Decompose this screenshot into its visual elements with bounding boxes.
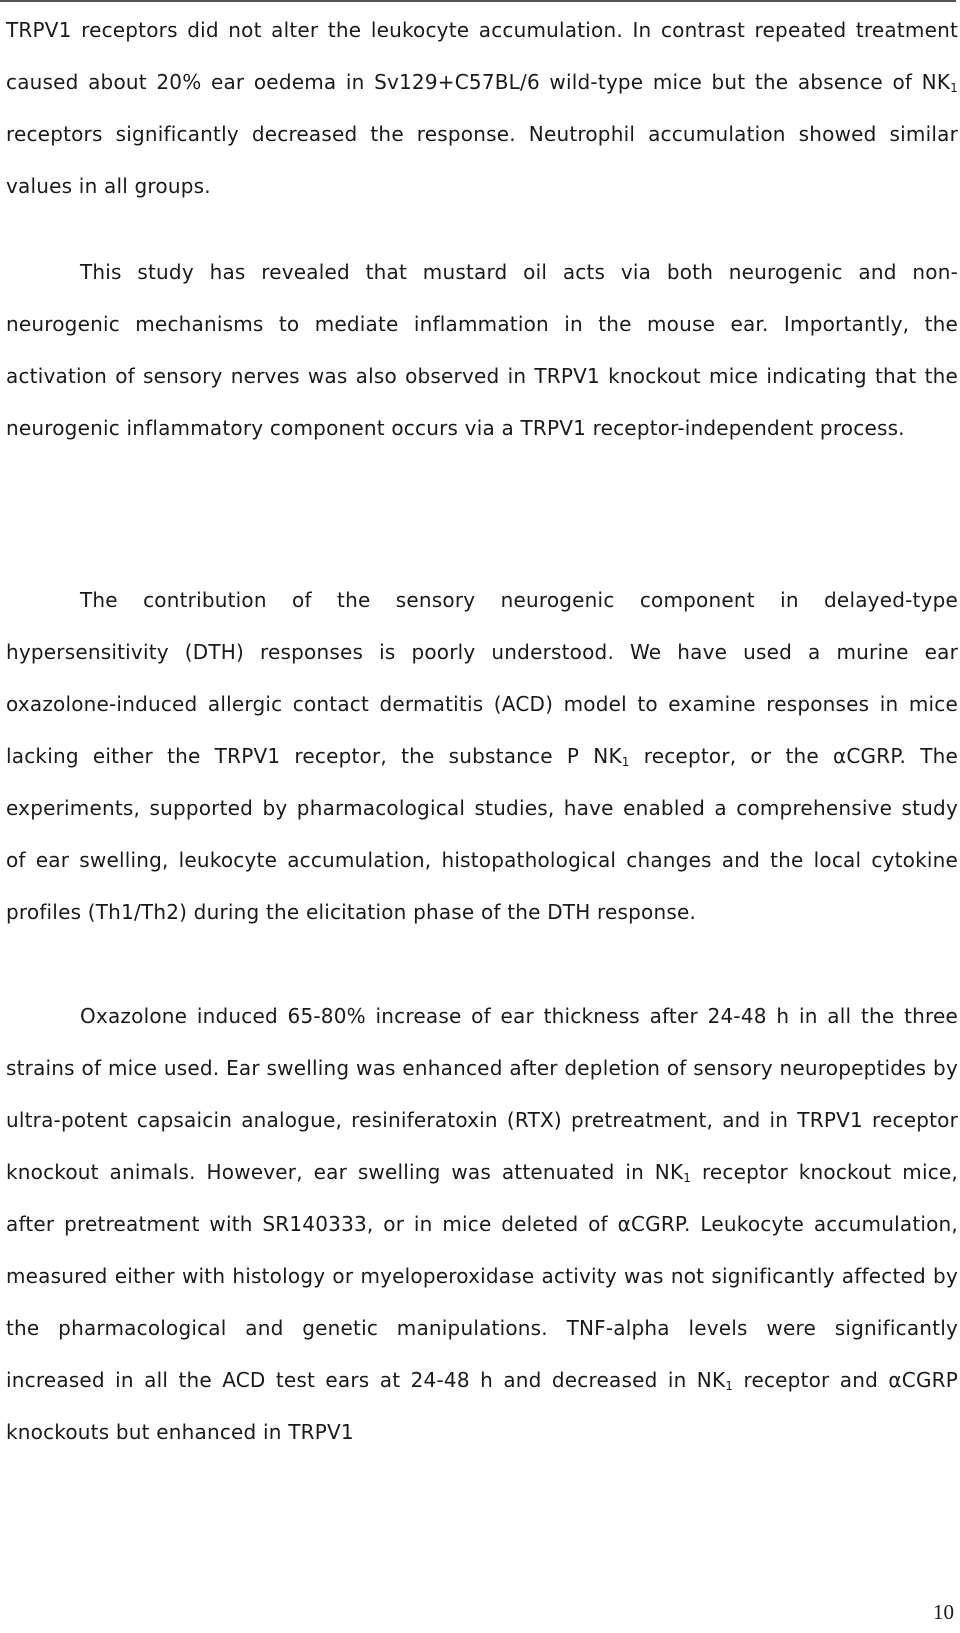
text-segment: receptor and αCGRP knockouts but enhanced in TRPV1 [6, 1368, 958, 1444]
subscript: 1 [683, 1171, 692, 1185]
text-segment: The contribution of the sensory neurogenic component in delayed-type hypersensitivity (DTH) responses is poorly understood. We have used a murine ear oxazolone-induced allergic contact dermatitis (ACD) model to examine responses in mice lacking either the TRPV1 receptor, the substance P NK [6, 588, 958, 768]
text-segment: TRPV1 receptors did not alter the leukocyte accumulation. In contrast repeated treatment caused about 20% ear oedema in Sv129+C57BL/6 wild-type mice but the absence of NK [6, 18, 958, 94]
paragraph-dth-introduction [6, 574, 958, 938]
text-segment: receptor knockout mice, after pretreatment with SR140333, or in mice deleted of αCGRP. Leukocyte accumulation, measured either with histology or myeloperoxidase activity was not significantly affected by the pharmacological and genetic manipulations. TNF-alpha levels were significantly increased in all the ACD test ears at 24-48 h and decreased in NK [6, 1160, 958, 1392]
paragraph-oxazolone-results [6, 990, 958, 1458]
text-segment: receptors significantly decreased the response. Neutrophil accumulation showed similar values in all groups. [6, 122, 958, 198]
subscript: 1 [621, 755, 630, 769]
page-number: 10 [933, 1600, 954, 1624]
text-segment: Oxazolone induced 65-80% increase of ear thickness after 24-48 h in all the three strains of mice used. Ear swelling was enhanced after depletion of sensory neuropeptides by ultra-potent capsaicin analogue, resiniferatoxin (RTX) pretreatment, and in TRPV1 receptor knockout animals. However, ear swelling was attenuated in NK [6, 1004, 958, 1184]
text-segment: This study has revealed that mustard oil acts via both neurogenic and non-neurogenic mechanisms to mediate inflammation in the mouse ear. Importantly, the activation of sensory nerves was also observed in TRPV1 knockout mice indicating that the neurogenic inflammatory component occurs via a TRPV1 receptor-independent process. [6, 260, 958, 440]
paragraph-mustard-oil-conclusion [6, 246, 958, 454]
paragraph-continuation [6, 4, 958, 212]
text-segment: receptor, or the αCGRP. The experiments, supported by pharmacological studies, have enabled a comprehensive study of ear swelling, leukocyte accumulation, histopathological changes and the local cytokine profiles (Th1/Th2) during the elicitation phase of the DTH response. [6, 744, 958, 924]
subscript: 1 [950, 81, 958, 95]
subscript: 1 [725, 1379, 734, 1393]
top-rule [0, 0, 956, 2]
